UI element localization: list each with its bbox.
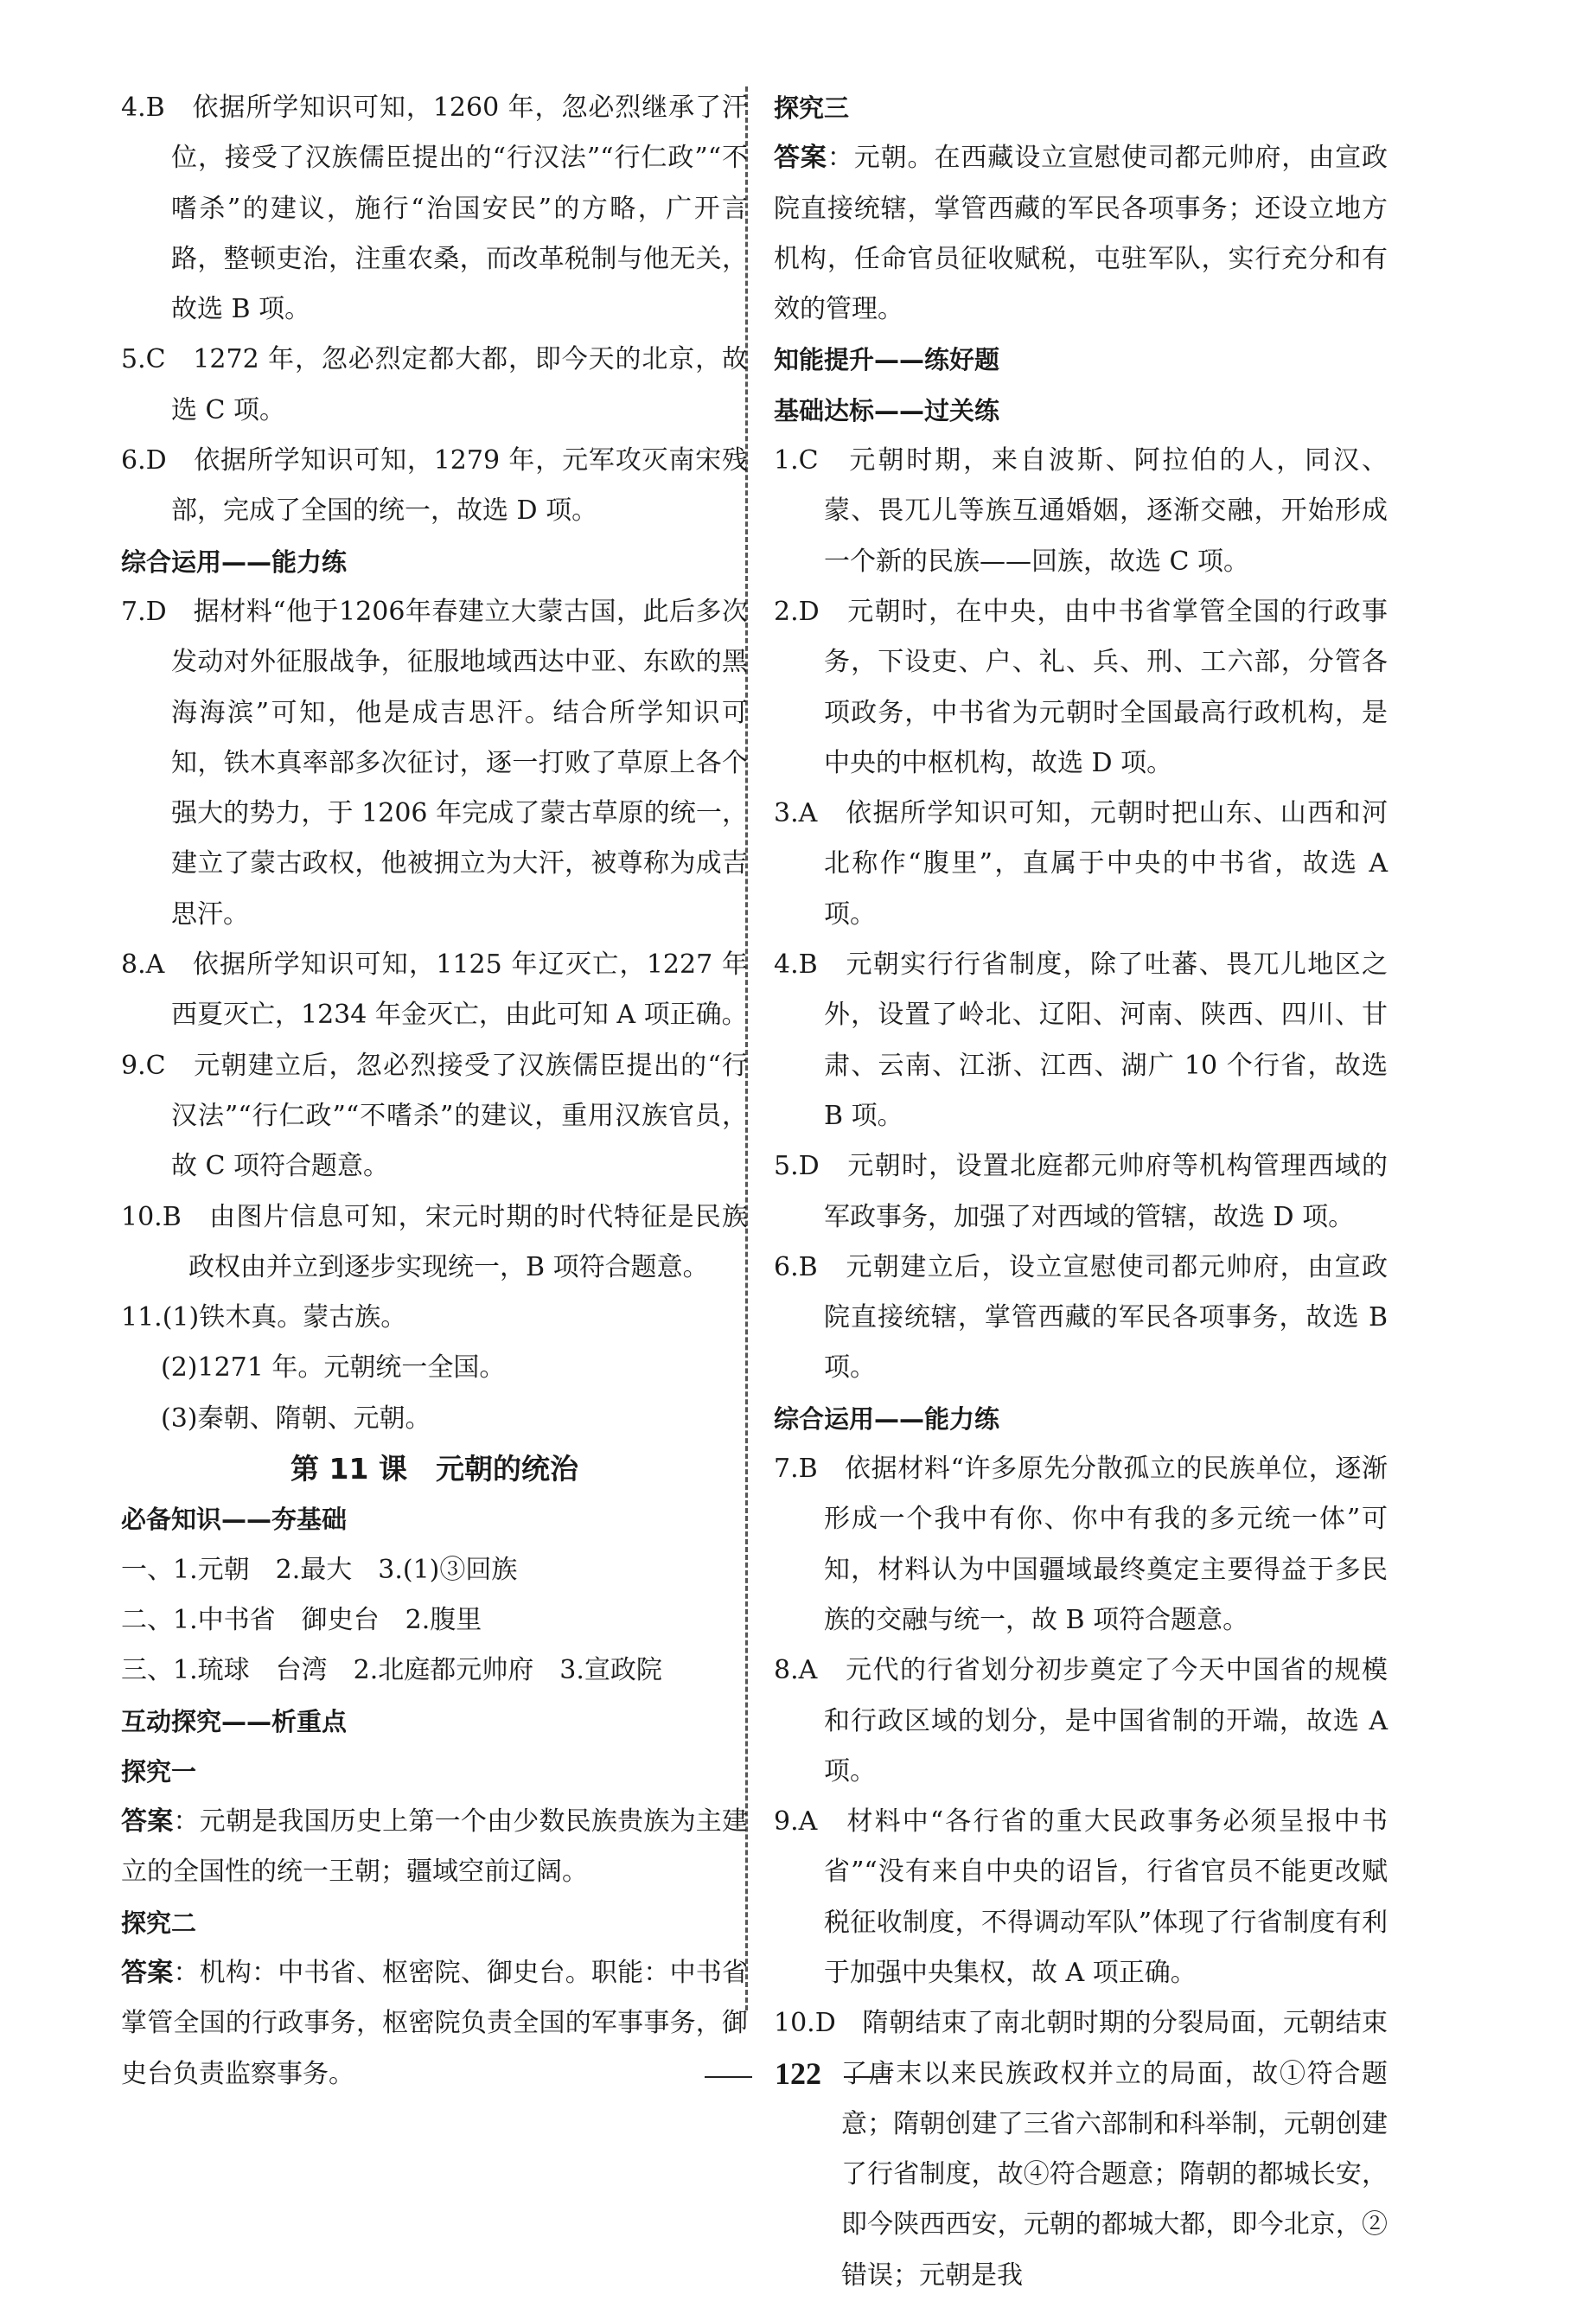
- section-heading: 基础达标——过关练: [774, 395, 1000, 425]
- answer-item: 2.D 元朝时，在中央，由中书省掌管全国的行政事务，下设吏、户、礼、兵、刑、工六部，分管各项政务，中书省为元朝时全国最高行政机构，是中央的中枢机构，故选 D 项。: [774, 596, 1388, 778]
- answer-item: 8.A 依据所学知识可知，1125 年辽灭亡，1227 年西夏灭亡，1234 年金灭亡，由此可知 A 项正确。: [121, 949, 748, 1031]
- answer-subitem: (3)秦朝、隋朝、元朝。: [161, 1403, 431, 1434]
- section-heading: 互动探究——析重点: [121, 1706, 348, 1736]
- answer-subitem: (2)1271 年。元朝统一全国。: [161, 1352, 506, 1384]
- answer-item: 7.B 依据材料“许多原先分散孤立的民族单位，逐渐形成一个我中有你、你中有我的多元统一体”可知，材料认为中国疆域最终奠定主要得益于多民族的交融与统一，故 B 项符合题意。: [774, 1454, 1388, 1635]
- answer-item: 4.B 元朝实行行省制度，除了吐蕃、畏兀儿地区之外，设置了岭北、辽阳、河南、陕西、四川、甘肃、云南、江浙、江西、湖广 10 个行省，故选 B 项。: [774, 949, 1388, 1131]
- basics-line: 一、1.元朝 2.最大 3.(1)③回族: [121, 1554, 518, 1585]
- answer-item: 1.C 元朝时期，来自波斯、阿拉伯的人，同汉、蒙、畏兀儿等族互通婚姻，逐渐交融，开始形成一个新的民族——回族，故选 C 项。: [774, 445, 1388, 577]
- answer-item: 4.B 依据所学知识可知，1260 年，忽必烈继承了汗位，接受了汉族儒臣提出的“行汉法”“行仁政”“不嗜杀”的建议，施行“治国安民”的方略，广开言路，整顿吏治，注重农桑，而改革税制与他无关，故选 B 项。: [121, 93, 748, 325]
- page-number: 122: [775, 2056, 821, 2091]
- explore-title: 探究一: [121, 1756, 197, 1786]
- answer-label: 答案: [121, 1957, 174, 1988]
- answer-item: 6.D 依据所学知识可知，1279 年，元军攻灭南宋残部，完成了全国的统一，故选 D 项。: [121, 445, 748, 527]
- answer-item: 10.D 隋朝结束了南北朝时期的分裂局面，元朝结束了唐末以来民族政权并立的局面，故①符合题意；隋朝创建了三省六部制和科举制，元朝创建了行省制度，故④符合题意；隋朝的都城长安，即今陕西西安，元朝的都城大都，即今北京，②错误；元朝是我: [774, 2008, 1388, 2291]
- explore-title: 探究三: [774, 93, 850, 123]
- answer-item: 7.D 据材料“他于1206年春建立大蒙古国，此后多次发动对外征服战争，征服地域西达中亚、东欧的黑海海滨”可知，他是成吉思汗。结合所学知识可知，铁木真率部多次征讨，逐一打败了草原上各个强大的势力，于 1206 年完成了蒙古草原的统一，建立了蒙古政权，他被拥立为大汗，被尊称为成吉思汗。: [121, 596, 748, 930]
- section-heading: 综合运用——能力练: [774, 1403, 1000, 1434]
- explore-title: 探究二: [121, 1908, 197, 1938]
- answer-text: ：机构：中书省、枢密院、御史台。职能：中书省掌管全国的行政事务，枢密院负责全国的军事事务，御史台负责监察事务。: [121, 1957, 749, 2089]
- answer-label: 答案: [121, 1806, 174, 1838]
- answer-item: 9.A 材料中“各行省的重大民政事务必须呈报中书省”“没有来自中央的诏旨，行省官员不能更改赋税征收制度，不得调动军队”体现了行省制度有利于加强中央集权，故 A 项正确。: [774, 1806, 1388, 1988]
- lesson-title: 第 11 课 元朝的统治: [290, 1452, 578, 1486]
- answer-item: 9.C 元朝建立后，忽必烈接受了汉族儒臣提出的“行汉法”“行仁政”“不嗜杀”的建议，重用汉族官员，故 C 项符合题意。: [121, 1050, 748, 1182]
- basics-line: 三、1.琉球 台湾 2.北庭都元帅府 3.宣政院: [121, 1655, 662, 1686]
- explore-answer: [121, 1797, 748, 1898]
- section-heading: 知能提升——练好题: [774, 345, 1000, 375]
- answer-label: 答案: [774, 143, 827, 174]
- answer-list-part-b: [121, 587, 748, 1192]
- page-footer: [0, 2048, 1596, 2100]
- answer-item: 6.B 元朝建立后，设立宣慰使司都元帅府，由宣政院直接统辖，掌管西藏的军民各项事务，故选 B 项。: [774, 1251, 1388, 1384]
- left-column: [121, 83, 748, 2100]
- section-heading: 必备知识——夯基础: [121, 1505, 348, 1535]
- answer-list-part-d: [774, 1444, 1388, 1998]
- answer-text: ：元朝。在西藏设立宣慰使司都元帅府，由宣政院直接统辖，掌管西藏的军民各项事务；还设立地方机构，任命官员征收赋税，屯驻军队，实行充分和有效的管理。: [774, 143, 1389, 325]
- explore-answer: [774, 133, 1388, 335]
- answer-item: 8.A 元代的行省划分初步奠定了今天中国省的规模和行政区域的划分，是中国省制的开端，故选 A 项。: [774, 1655, 1388, 1786]
- answer-item: 5.C 1272 年，忽必烈定都大都，即今天的北京，故选 C 项。: [121, 344, 748, 425]
- answer-item: 3.A 依据所学知识可知，元朝时把山东、山西和河北称作“腹里”，直属于中央的中书省，故选 A 项。: [774, 798, 1388, 930]
- basics-line: 二、1.中书省 御史台 2.腹里: [121, 1604, 482, 1635]
- footer-dash-right: [844, 2076, 891, 2078]
- section-heading: 综合运用——能力练: [121, 546, 348, 577]
- footer-dash-left: [705, 2076, 752, 2078]
- answer-item: 10.B 由图片信息可知，宋元时期的时代特征是民族政权由并立到逐步实现统一，B 项符合题意。: [121, 1201, 748, 1282]
- answer-item: 5.D 元朝时，设置北庭都元帅府等机构管理西域的军政事务，加强了对西域的管辖，故选 D 项。: [774, 1151, 1388, 1232]
- answer-item: 11.(1)铁木真。蒙古族。: [121, 1302, 407, 1333]
- right-column: [774, 83, 1388, 2301]
- answer-list-part-a: [121, 83, 748, 537]
- answer-text: ：元朝是我国历史上第一个由少数民族贵族为主建立的全国性的统一王朝；疆域空前辽阔。: [121, 1806, 749, 1888]
- answer-list-part-c: [774, 436, 1388, 1394]
